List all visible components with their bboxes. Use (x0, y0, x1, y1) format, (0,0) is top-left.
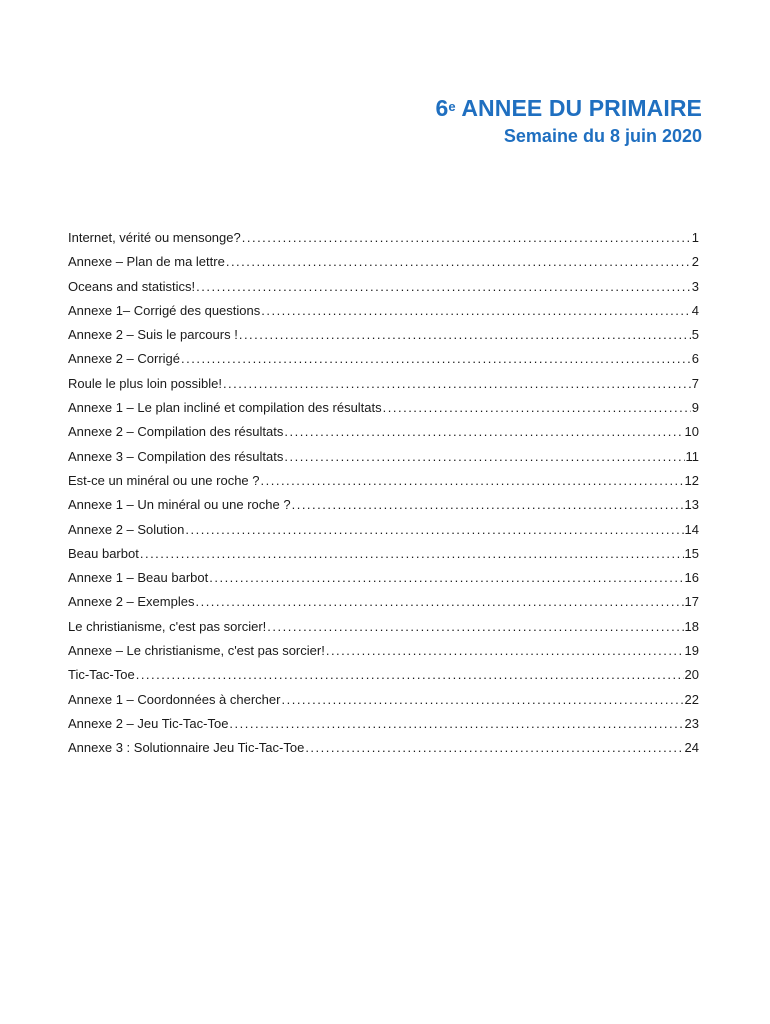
toc-entry-page-number: 3 (691, 278, 699, 294)
toc-entry[interactable] (68, 665, 699, 689)
toc-entry[interactable] (68, 568, 699, 592)
toc-dot-leader (261, 471, 684, 491)
toc-entry-label: Oceans and statistics! (68, 278, 196, 294)
toc-dot-leader (284, 447, 684, 467)
toc-entry-label: Annexe – Le christianisme, c'est pas sorcier! (68, 643, 325, 659)
toc-entry-label: Annexe – Plan de ma lettre (68, 254, 225, 270)
toc-entry-page-number: 15 (684, 545, 699, 561)
toc-entry[interactable] (68, 325, 699, 349)
toc-entry-page-number: 23 (684, 715, 699, 731)
toc-entry[interactable] (68, 520, 699, 544)
toc-entry[interactable] (68, 738, 699, 762)
toc-entry-page-number: 10 (684, 424, 699, 440)
toc-dot-leader (305, 738, 683, 758)
toc-entry-page-number: 2 (691, 254, 699, 270)
toc-entry[interactable] (68, 228, 699, 252)
toc-entry[interactable] (68, 398, 699, 422)
toc-entry-label: Annexe 1– Corrigé des questions (68, 302, 261, 318)
toc-dot-leader (140, 544, 684, 564)
toc-entry-page-number: 17 (684, 594, 699, 610)
toc-entry-label: Annexe 3 – Compilation des résultats (68, 448, 284, 464)
document-header (435, 93, 702, 147)
toc-entry[interactable] (68, 544, 699, 568)
toc-dot-leader (226, 252, 691, 272)
toc-dot-leader (267, 617, 683, 637)
toc-entry[interactable] (68, 422, 699, 446)
toc-entry[interactable] (68, 714, 699, 738)
toc-entry-label: Annexe 3 : Solutionnaire Jeu Tic-Tac-Toe (68, 740, 305, 756)
toc-entry[interactable] (68, 495, 699, 519)
title-number: 6 (435, 95, 449, 121)
toc-entry-label: Roule le plus loin possible! (68, 375, 222, 391)
page-title (435, 93, 702, 123)
toc-entry[interactable] (68, 252, 699, 276)
toc-dot-leader (181, 349, 691, 369)
toc-entry-page-number: 19 (684, 643, 699, 659)
page-subtitle: Semaine du 8 juin 2020 (503, 126, 702, 146)
toc-dot-leader (239, 325, 691, 345)
toc-entry-label: Annexe 1 – Beau barbot (68, 570, 209, 586)
toc-dot-leader (292, 495, 684, 515)
toc-entry-page-number: 20 (684, 667, 699, 683)
toc-dot-leader (326, 641, 684, 661)
toc-entry-label: Annexe 2 – Corrigé (68, 351, 181, 367)
toc-entry[interactable] (68, 592, 699, 616)
toc-entry-label: Annexe 2 – Jeu Tic-Tac-Toe (68, 715, 229, 731)
toc-entry[interactable] (68, 447, 699, 471)
toc-entry-page-number: 16 (684, 570, 699, 586)
toc-dot-leader (261, 301, 691, 321)
toc-dot-leader (195, 592, 683, 612)
toc-entry-page-number: 12 (684, 472, 699, 488)
toc-dot-leader (383, 398, 691, 418)
toc-entry[interactable] (68, 277, 699, 301)
toc-entry-label: Annexe 1 – Coordonnées à chercher (68, 691, 281, 707)
toc-entry-label: Annexe 1 – Un minéral ou une roche ? (68, 497, 291, 513)
toc-entry-page-number: 14 (684, 521, 699, 537)
toc-entry-page-number: 7 (691, 375, 699, 391)
toc-entry-label: Le christianisme, c'est pas sorcier! (68, 618, 267, 634)
toc-dot-leader (185, 520, 683, 540)
toc-dot-leader (136, 665, 684, 685)
toc-entry[interactable] (68, 690, 699, 714)
toc-entry-label: Annexe 2 – Suis le parcours ! (68, 327, 238, 343)
title-superscript: e (448, 99, 456, 114)
table-of-contents (68, 228, 699, 763)
toc-entry-label: Annexe 1 – Le plan incliné et compilation des résultats (68, 400, 382, 416)
toc-entry[interactable] (68, 471, 699, 495)
toc-entry-page-number: 9 (691, 400, 699, 416)
toc-entry-label: Annexe 2 – Solution (68, 521, 185, 537)
toc-entry-label: Annexe 2 – Compilation des résultats (68, 424, 284, 440)
toc-entry-page-number: 24 (684, 740, 699, 756)
toc-entry[interactable] (68, 349, 699, 373)
toc-entry-page-number: 4 (691, 302, 699, 318)
toc-entry-page-number: 18 (684, 618, 699, 634)
toc-entry-label: Beau barbot (68, 545, 139, 561)
toc-dot-leader (242, 228, 691, 248)
toc-dot-leader (229, 714, 683, 734)
toc-entry[interactable] (68, 301, 699, 325)
toc-entry[interactable] (68, 617, 699, 641)
toc-entry-page-number: 5 (691, 327, 699, 343)
toc-entry-page-number: 11 (685, 448, 699, 464)
toc-dot-leader (209, 568, 683, 588)
toc-entry-page-number: 1 (691, 230, 699, 245)
toc-entry-label: Internet, vérité ou mensonge? (68, 230, 241, 245)
toc-entry-label: Est-ce un minéral ou une roche ? (68, 472, 260, 488)
title-text: ANNEE DU PRIMAIRE (455, 95, 702, 121)
toc-dot-leader (196, 277, 691, 297)
toc-entry-label: Annexe 2 – Exemples (68, 594, 195, 610)
toc-entry-page-number: 6 (691, 351, 699, 367)
toc-dot-leader (284, 422, 683, 442)
toc-entry-page-number: 22 (684, 691, 699, 707)
toc-entry[interactable] (68, 374, 699, 398)
toc-entry[interactable] (68, 641, 699, 665)
toc-dot-leader (223, 374, 691, 394)
toc-entry-page-number: 13 (684, 497, 699, 513)
toc-dot-leader (281, 690, 683, 710)
toc-entry-label: Tic-Tac-Toe (68, 667, 135, 683)
